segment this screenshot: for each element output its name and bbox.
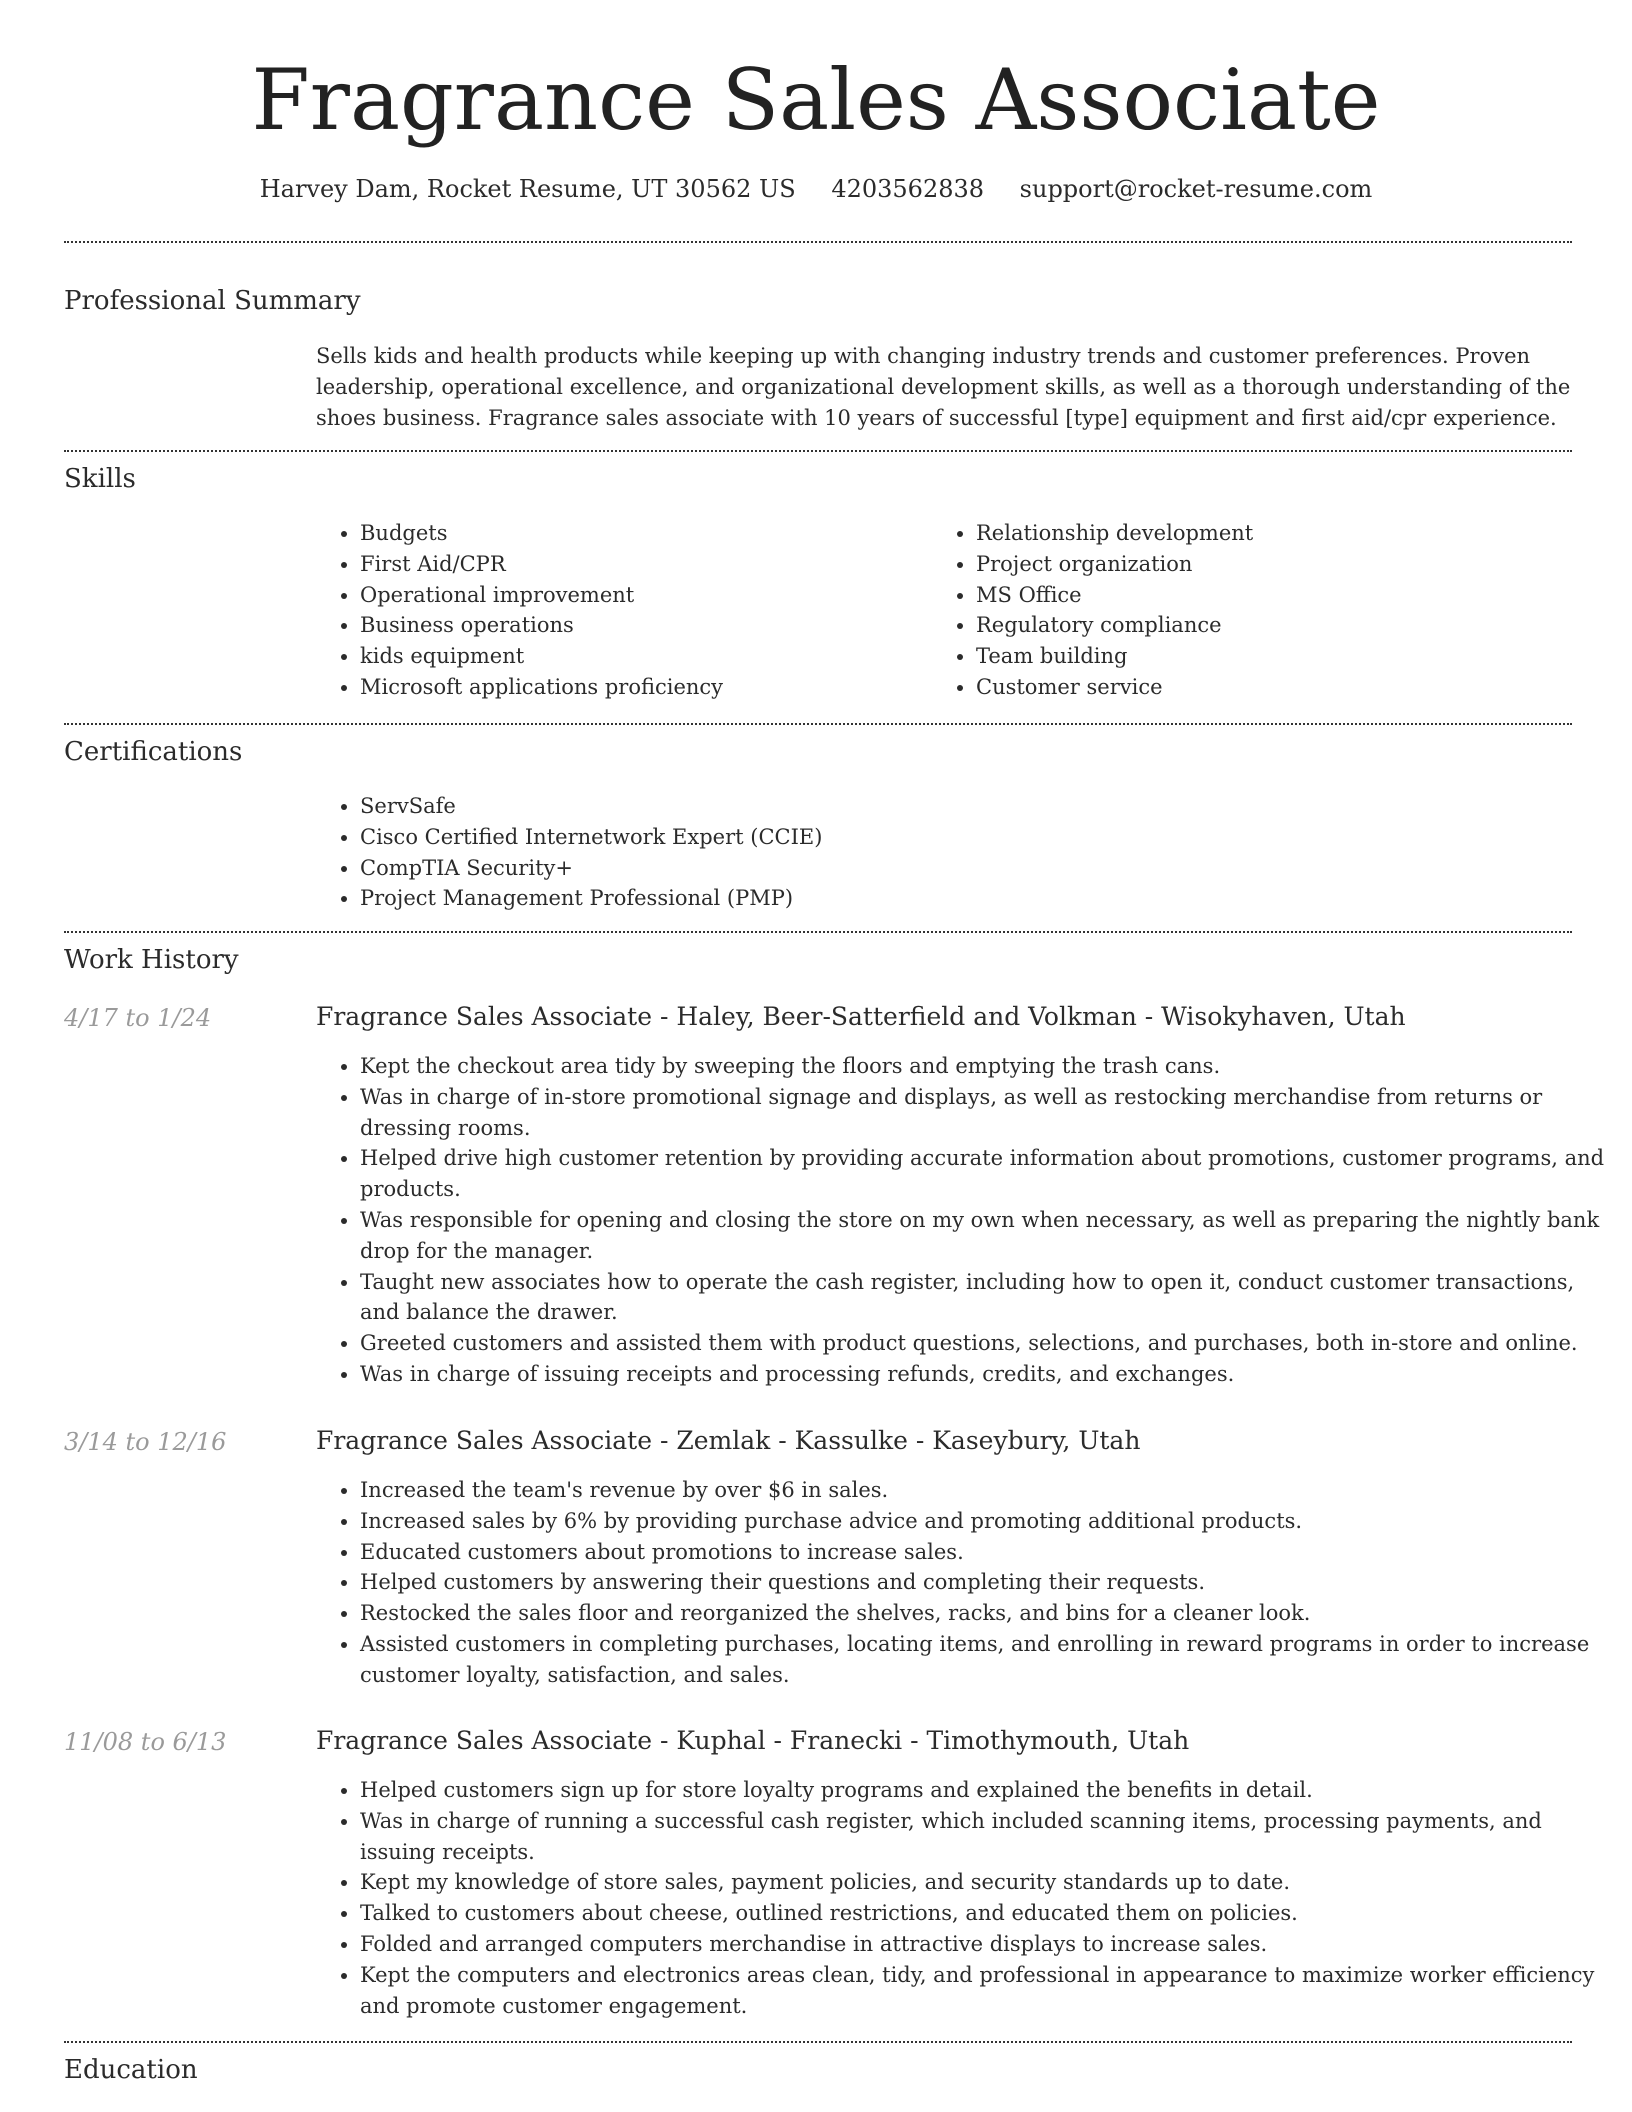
skill-item: • Project organization xyxy=(976,549,1576,580)
divider xyxy=(64,2041,1572,2043)
job-dates: 11/08 to 6/13 xyxy=(64,1728,227,1756)
skills-list-right xyxy=(932,518,1576,703)
divider xyxy=(64,931,1572,933)
skill-item: • Regulatory compliance xyxy=(976,610,1576,641)
job-bullet: • Kept the checkout area tidy by sweeping the floors and emptying the trash cans. xyxy=(360,1051,1618,1082)
skill-item: • Budgets xyxy=(360,518,920,549)
job-bullets xyxy=(316,1051,1618,1390)
contact-email: support@rocket-resume.com xyxy=(1019,175,1373,203)
job-bullet: • Taught new associates how to operate the cash register, including how to open it, conduct customer transactions, and balance the drawer. xyxy=(360,1267,1618,1329)
divider xyxy=(64,241,1572,243)
job-bullet: • Was in charge of running a successful cash register, which included scanning items, processing payments, and issuing receipts. xyxy=(360,1806,1618,1868)
job-bullet: • Increased the team's revenue by over $6 in sales. xyxy=(360,1475,1618,1506)
certification-item: • CompTIA Security+ xyxy=(360,853,1560,884)
contact-phone: 4203562838 xyxy=(831,175,985,203)
job-title: Fragrance Sales Associate - Haley, Beer-Satterfield and Volkman - Wisokyhaven, Utah xyxy=(316,1002,1406,1031)
job-bullet: • Greeted customers and assisted them with product questions, selections, and purchases, both in-store and online. xyxy=(360,1328,1618,1359)
contact-line xyxy=(0,172,1632,206)
skill-item: • Customer service xyxy=(976,672,1576,703)
certification-item: • ServSafe xyxy=(360,791,1560,822)
job-dates: 3/14 to 12/16 xyxy=(64,1428,227,1456)
job-bullet: • Kept my knowledge of store sales, payment policies, and security standards up to date. xyxy=(360,1867,1618,1898)
skill-item: • Relationship development xyxy=(976,518,1576,549)
section-title-skills: Skills xyxy=(64,464,136,494)
job-bullets xyxy=(316,1475,1618,1691)
summary-text: Sells kids and health products while keeping up with changing industry trends and customer preferences. Proven leadership, operational excellence, and organizational development skills, as well as a thorough understanding of the shoes business. Fragrance sales associate with 10 years of successful [type] equipment and first aid/cpr experience. xyxy=(316,344,1571,430)
skill-item: • kids equipment xyxy=(360,641,920,672)
job-bullet: • Increased sales by 6% by providing purchase advice and promoting additional products. xyxy=(360,1506,1618,1537)
certification-item: • Project Management Professional (PMP) xyxy=(360,883,1560,914)
divider xyxy=(64,450,1572,452)
job-bullet: • Educated customers about promotions to increase sales. xyxy=(360,1537,1618,1568)
section-title-work-history: Work History xyxy=(64,945,239,975)
divider xyxy=(64,723,1572,725)
section-title-summary: Professional Summary xyxy=(64,286,361,316)
job-bullet: • Helped customers by answering their questions and completing their requests. xyxy=(360,1567,1618,1598)
job-bullet: • Was in charge of issuing receipts and processing refunds, credits, and exchanges. xyxy=(360,1359,1618,1390)
job-bullet: • Assisted customers in completing purchases, locating items, and enrolling in reward programs in order to increase customer loyalty, satisfaction, and sales. xyxy=(360,1629,1618,1691)
job-bullet: • Folded and arranged computers merchandise in attractive displays to increase sales. xyxy=(360,1929,1618,1960)
job-bullet: • Helped customers sign up for store loyalty programs and explained the benefits in detail. xyxy=(360,1775,1618,1806)
resume-name-title: Fragrance Sales Associate xyxy=(251,51,1381,149)
skill-item: • First Aid/CPR xyxy=(360,549,920,580)
job-bullet: • Kept the computers and electronics areas clean, tidy, and professional in appearance to maximize worker efficiency and promote customer engagement. xyxy=(360,1960,1618,2022)
job-title: Fragrance Sales Associate - Zemlak - Kassulke - Kaseybury, Utah xyxy=(316,1426,1141,1455)
contact-address: Harvey Dam, Rocket Resume, UT 30562 US xyxy=(259,175,796,203)
skill-item: • Team building xyxy=(976,641,1576,672)
skills-list-left xyxy=(316,518,920,703)
job-dates: 4/17 to 1/24 xyxy=(64,1004,212,1032)
section-title-education: Education xyxy=(64,2055,198,2085)
job-bullet: • Helped drive high customer retention by providing accurate information about promotions, customer programs, and products. xyxy=(360,1143,1618,1205)
job-bullet: • Talked to customers about cheese, outlined restrictions, and educated them on policies. xyxy=(360,1898,1618,1929)
job-bullet: • Restocked the sales floor and reorganized the shelves, racks, and bins for a cleaner look. xyxy=(360,1598,1618,1629)
skill-item: • Microsoft applications proficiency xyxy=(360,672,920,703)
certifications-list xyxy=(316,791,1560,914)
skill-item: • Business operations xyxy=(360,610,920,641)
job-title: Fragrance Sales Associate - Kuphal - Franecki - Timothymouth, Utah xyxy=(316,1726,1190,1755)
job-bullet: • Was responsible for opening and closing the store on my own when necessary, as well as preparing the nightly bank drop for the manager. xyxy=(360,1205,1618,1267)
skill-item: • MS Office xyxy=(976,580,1576,611)
job-bullets xyxy=(316,1775,1618,2021)
section-title-certifications: Certifications xyxy=(64,737,243,767)
job-bullet: • Was in charge of in-store promotional signage and displays, as well as restocking merchandise from returns or dressing rooms. xyxy=(360,1082,1618,1144)
skill-item: • Operational improvement xyxy=(360,580,920,611)
certification-item: • Cisco Certified Internetwork Expert (CCIE) xyxy=(360,822,1560,853)
